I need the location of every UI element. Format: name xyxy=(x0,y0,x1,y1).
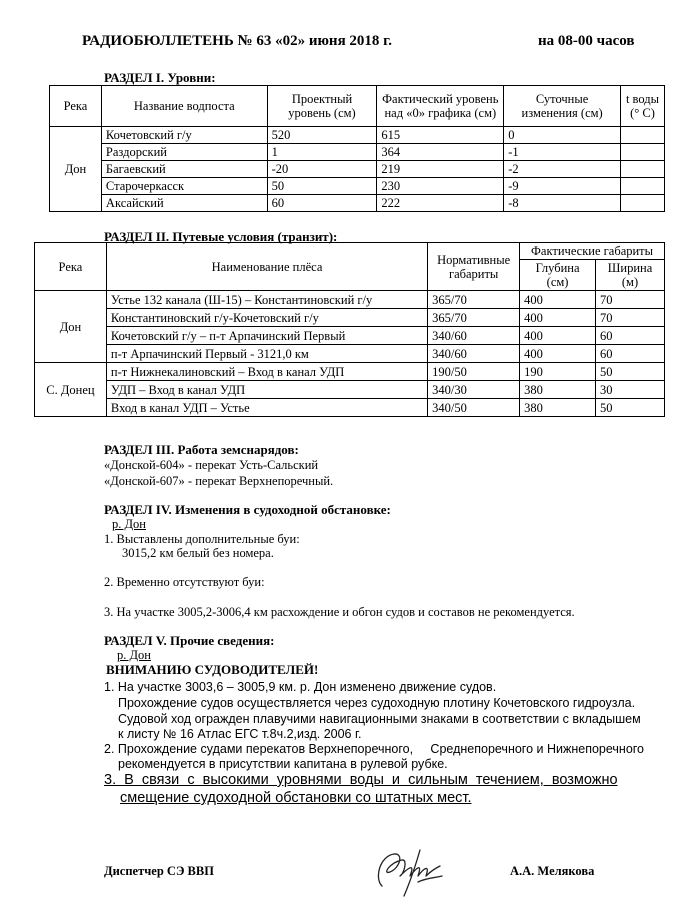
actual-depth: 400 xyxy=(520,291,596,309)
table-row xyxy=(50,178,665,195)
bulletin-time: на 08-00 часов xyxy=(538,33,635,49)
section4-item3: 3. На участке 3005,2-3006,4 км расхождение и обгон судов и составов не рекомендуется. xyxy=(104,605,575,619)
section2-title: РАЗДЕЛ II. Путевые условия (транзит): xyxy=(104,229,338,244)
section5-item1-line2: Прохождение судов осуществляется через судоходную плотину Кочетовского гидроузла. xyxy=(118,696,636,710)
table-row xyxy=(35,291,665,309)
section5-title: РАЗДЕЛ V. Прочие сведения: xyxy=(104,633,275,648)
normative-dim: 340/50 xyxy=(428,399,520,417)
stretch-name: Кочетовский г/у – п-т Арпачинский Первый xyxy=(106,327,427,345)
actual-level: 219 xyxy=(377,161,504,178)
actual-width: 30 xyxy=(596,381,665,399)
col-width: Ширина (м) xyxy=(596,260,665,291)
section5-item2-line2: рекомендуется в присутствии капитана в рулевой рубке. xyxy=(118,757,448,771)
table-row xyxy=(50,161,665,178)
signature-icon xyxy=(360,842,460,898)
col-water-temp: t воды (° С) xyxy=(621,86,665,127)
section5-item1-line1: 1. На участке 3003,6 – 3005,9 км. р. Дон изменено движение судов. xyxy=(104,680,497,694)
table-row xyxy=(35,309,665,327)
daily-change: 0 xyxy=(504,127,621,144)
col-project-level: Проектный уровень (см) xyxy=(267,86,377,127)
water-temp xyxy=(621,144,665,161)
actual-level: 615 xyxy=(377,127,504,144)
normative-dim: 365/70 xyxy=(428,309,520,327)
actual-depth: 400 xyxy=(520,309,596,327)
water-temp xyxy=(621,161,665,178)
section4-item1: 1. Выставлены дополнительные буи: xyxy=(104,532,300,546)
section4-item2: 2. Временно отсутствуют буи: xyxy=(104,575,265,589)
section5-item3-line2: смещение судоходной обстановки со штатных мест. xyxy=(120,790,472,806)
attention-heading: ВНИМАНИЮ СУДОВОДИТЕЛЕЙ! xyxy=(106,662,319,677)
stretch-name: Вход в канал УДП – Устье xyxy=(106,399,427,417)
routes-table xyxy=(34,242,665,417)
actual-width: 50 xyxy=(596,399,665,417)
river-cell: С. Донец xyxy=(35,363,107,417)
section5-item1-line4: к листу № 16 Атлас ЕГС т.8ч.2,изд. 2006 г. xyxy=(118,727,362,741)
post-name: Багаевский xyxy=(101,161,267,178)
stretch-name: п-т Арпачинский Первый - 3121,0 км xyxy=(106,345,427,363)
table-row xyxy=(35,363,665,381)
actual-width: 70 xyxy=(596,309,665,327)
col-depth: Глубина (см) xyxy=(520,260,596,291)
daily-change: -8 xyxy=(504,195,621,212)
daily-change: -1 xyxy=(504,144,621,161)
actual-depth: 380 xyxy=(520,399,596,417)
actual-level: 222 xyxy=(377,195,504,212)
col-actual-level: Фактический уровень над «0» графика (см) xyxy=(377,86,504,127)
section5-river: р. Дон xyxy=(117,648,151,662)
normative-dim: 340/60 xyxy=(428,345,520,363)
post-name: Аксайский xyxy=(101,195,267,212)
col-river: Река xyxy=(50,86,102,127)
normative-dim: 365/70 xyxy=(428,291,520,309)
daily-change: -9 xyxy=(504,178,621,195)
table-row xyxy=(50,144,665,161)
dredger-line-2: «Донской-607» - перекат Верхнепоречный. xyxy=(104,474,334,488)
water-temp xyxy=(621,178,665,195)
stretch-name: УДП – Вход в канал УДП xyxy=(106,381,427,399)
actual-depth: 400 xyxy=(520,345,596,363)
table-row xyxy=(35,381,665,399)
project-level: 60 xyxy=(267,195,377,212)
actual-depth: 400 xyxy=(520,327,596,345)
dispatcher-role: Диспетчер СЭ ВВП xyxy=(104,864,214,878)
section5-item2-line1: 2. Прохождение судами перекатов Верхнепоречного, Среднепоречного и Нижнепоречного xyxy=(104,742,645,756)
table-row xyxy=(50,195,665,212)
water-temp xyxy=(621,127,665,144)
section4-item1-detail: 3015,2 км белый без номера. xyxy=(122,546,274,560)
normative-dim: 340/30 xyxy=(428,381,520,399)
table-row xyxy=(35,345,665,363)
table-row xyxy=(50,127,665,144)
actual-width: 60 xyxy=(596,327,665,345)
post-name: Старочеркасск xyxy=(101,178,267,195)
col-post: Название водпоста xyxy=(101,86,267,127)
project-level: 50 xyxy=(267,178,377,195)
stretch-name: Константиновский г/у-Кочетовский г/у xyxy=(106,309,427,327)
section4-river: р. Дон xyxy=(112,517,146,531)
actual-level: 230 xyxy=(377,178,504,195)
col-daily-change: Суточные изменения (см) xyxy=(504,86,621,127)
actual-level: 364 xyxy=(377,144,504,161)
project-level: 520 xyxy=(267,127,377,144)
stretch-name: Устье 132 канала (Ш-15) – Константиновский г/у xyxy=(106,291,427,309)
dredger-line-1: «Донской-604» - перекат Усть-Сальский xyxy=(104,458,319,472)
stretch-name: п-т Нижнекалиновский – Вход в канал УДП xyxy=(106,363,427,381)
post-name: Раздорский xyxy=(101,144,267,161)
project-level: 1 xyxy=(267,144,377,161)
actual-depth: 190 xyxy=(520,363,596,381)
river-cell: Дон xyxy=(50,127,102,212)
col-actual-dimensions: Фактические габариты xyxy=(520,243,665,260)
table-row xyxy=(35,327,665,345)
table-row xyxy=(35,399,665,417)
river-cell: Дон xyxy=(35,291,107,363)
section4-title: РАЗДЕЛ IV. Изменения в судоходной обстановке: xyxy=(104,502,391,517)
dispatcher-name: А.А. Мелякова xyxy=(510,864,595,878)
col-stretch: Наименование плёса xyxy=(106,243,427,291)
water-temp xyxy=(621,195,665,212)
actual-width: 60 xyxy=(596,345,665,363)
actual-depth: 380 xyxy=(520,381,596,399)
actual-width: 50 xyxy=(596,363,665,381)
post-name: Кочетовский г/у xyxy=(101,127,267,144)
levels-table xyxy=(49,85,665,212)
section5-item3-line1: 3. В связи с высокими уровнями воды и сильным течением, возможно xyxy=(104,772,618,788)
section1-title: РАЗДЕЛ I. Уровни: xyxy=(104,70,216,85)
actual-width: 70 xyxy=(596,291,665,309)
levels-header-row xyxy=(50,86,665,127)
col-normative: Нормативные габариты xyxy=(428,243,520,291)
normative-dim: 190/50 xyxy=(428,363,520,381)
normative-dim: 340/60 xyxy=(428,327,520,345)
section5-item1-line3: Судовой ход огражден плавучими навигационными знаками в соответствии с вкладышем xyxy=(118,712,641,726)
bulletin-title: РАДИОБЮЛЛЕТЕНЬ № 63 «02» июня 2018 г. xyxy=(82,33,393,49)
daily-change: -2 xyxy=(504,161,621,178)
project-level: -20 xyxy=(267,161,377,178)
col-river: Река xyxy=(35,243,107,291)
section3-title: РАЗДЕЛ III. Работа земснарядов: xyxy=(104,442,299,457)
